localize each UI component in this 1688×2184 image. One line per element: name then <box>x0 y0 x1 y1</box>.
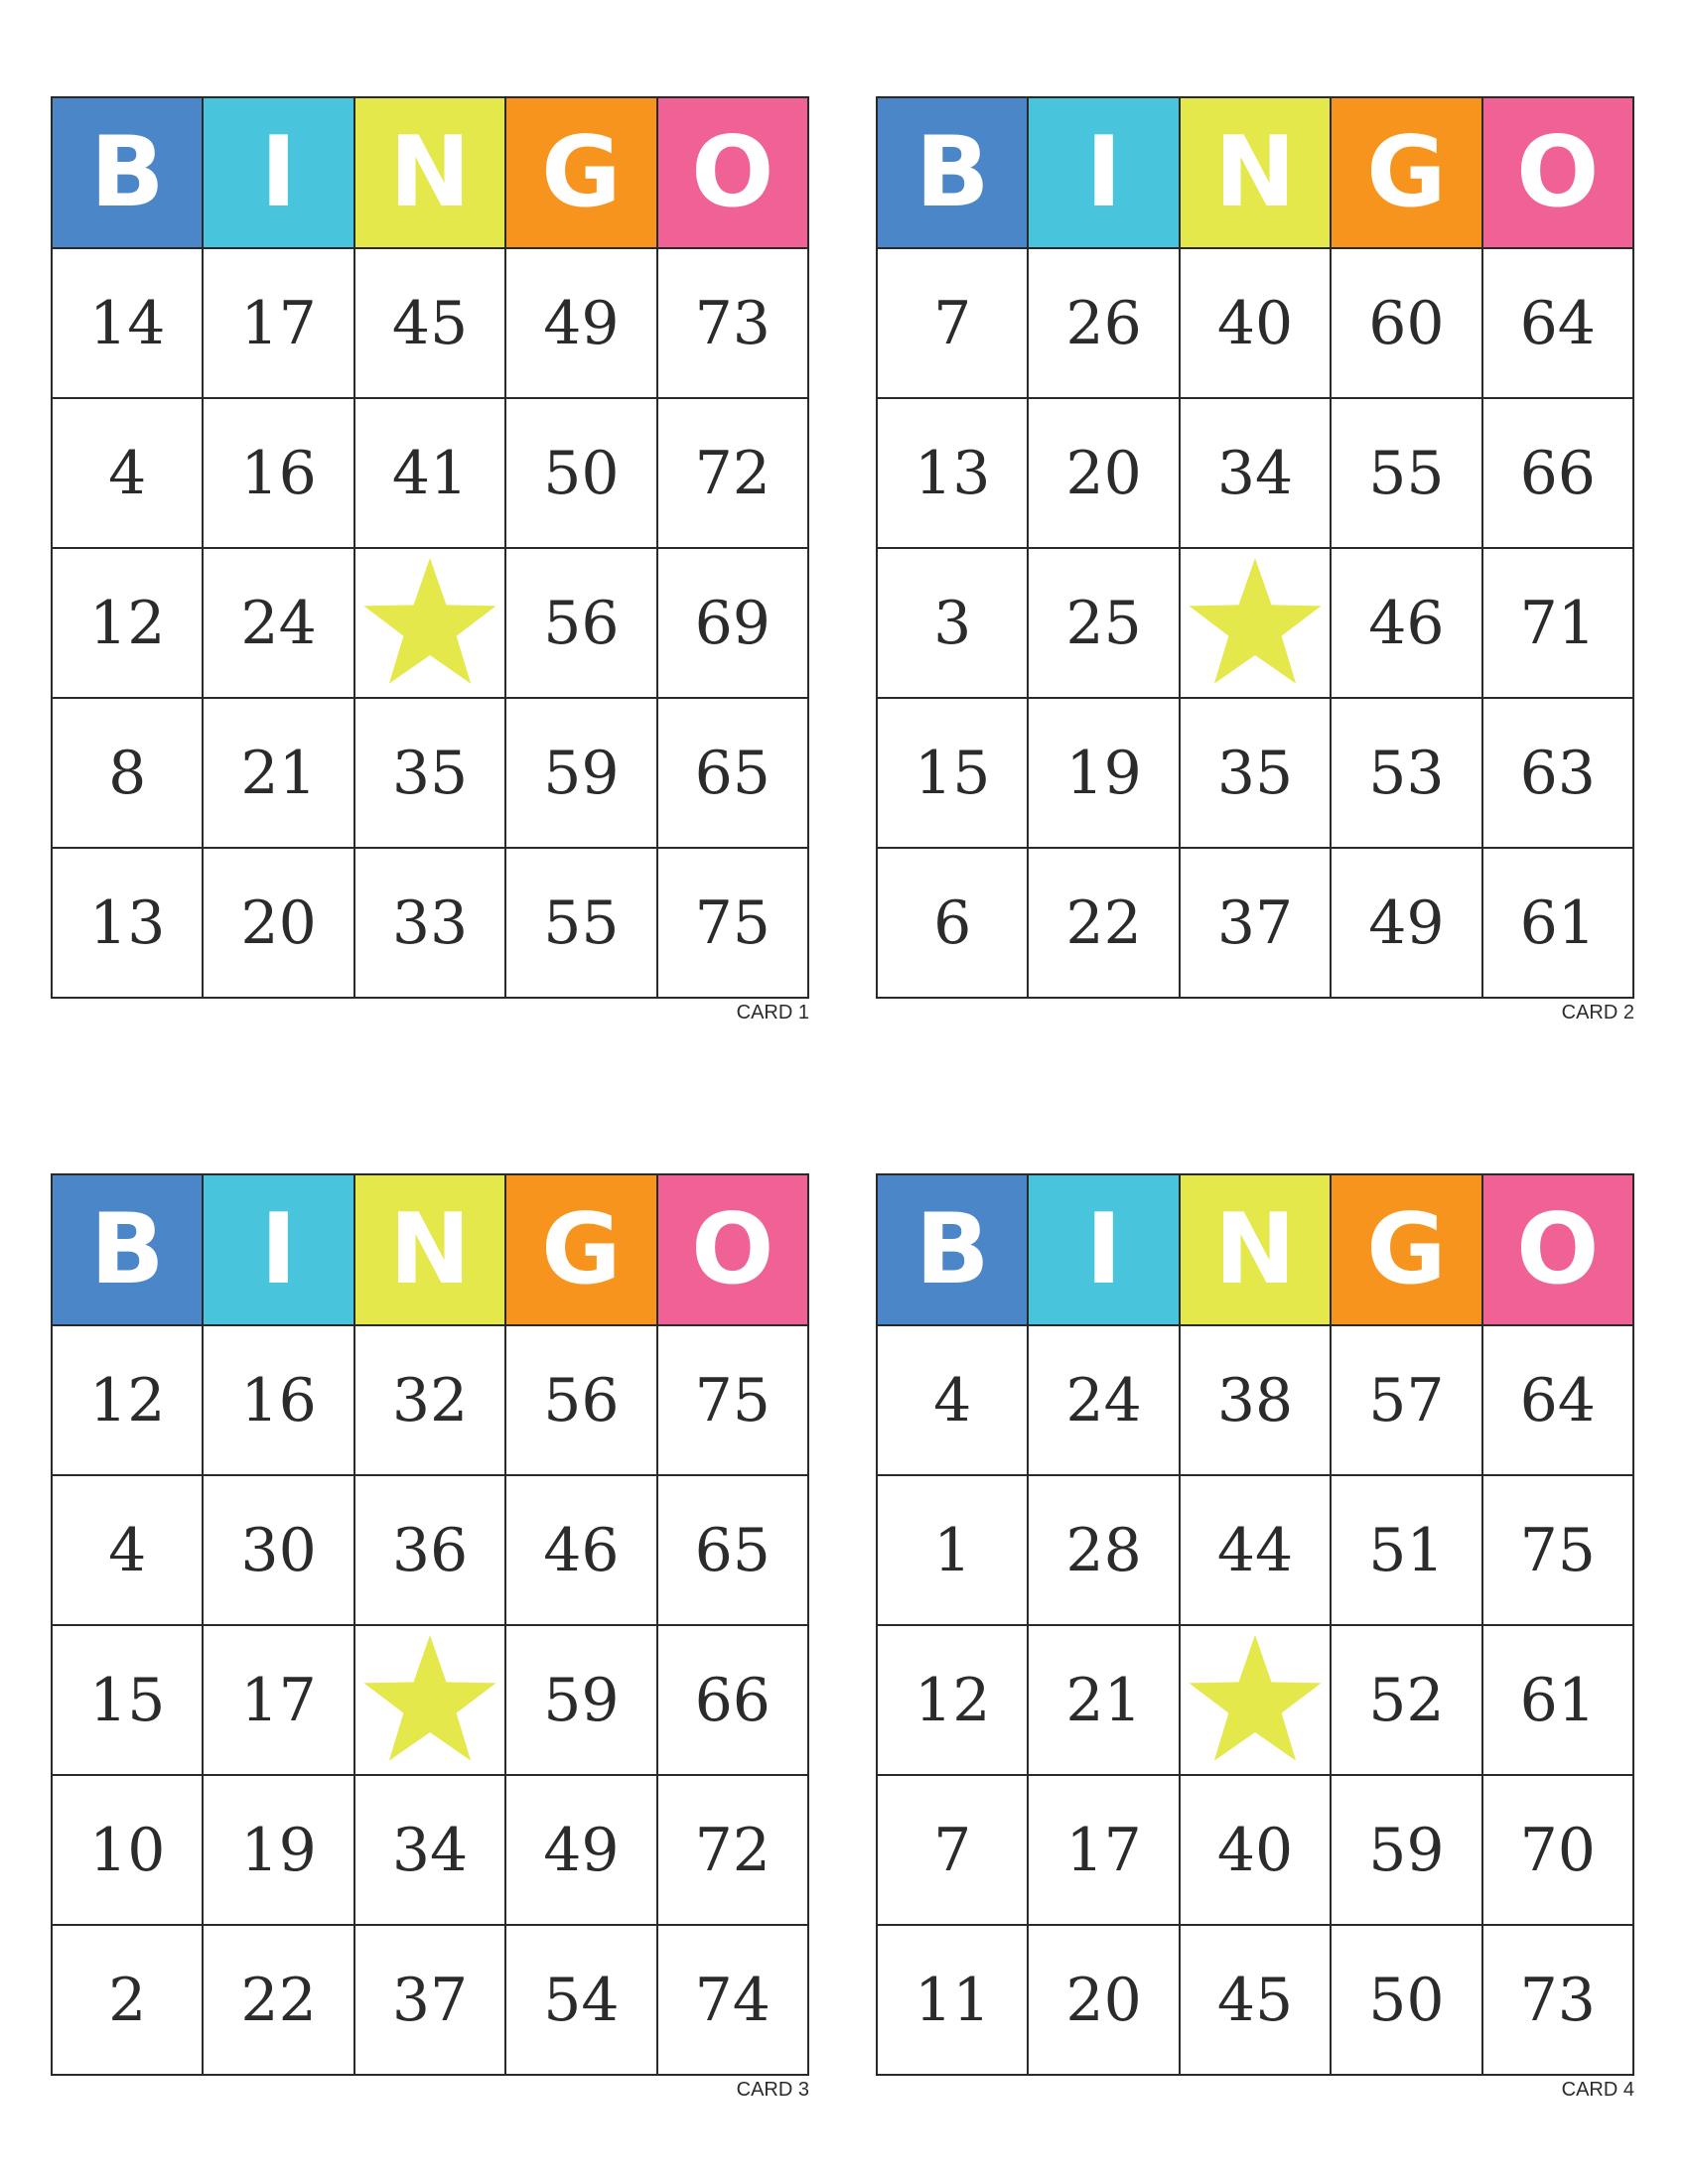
number-cell: 30 <box>204 1476 354 1626</box>
card-label: CARD 3 <box>736 2079 809 2101</box>
number-cell: 4 <box>878 1326 1029 1476</box>
number-cell: 66 <box>658 1626 809 1776</box>
number-cell: 51 <box>1332 1476 1482 1626</box>
number-cell: 12 <box>53 1326 204 1476</box>
number-cell: 52 <box>1332 1626 1482 1776</box>
number-cell: 38 <box>1181 1326 1332 1476</box>
number-cell: 2 <box>53 1926 204 2076</box>
header-letter-n: N <box>355 98 506 249</box>
number-cell: 73 <box>1483 1926 1634 2076</box>
number-cell: 56 <box>506 1326 657 1476</box>
number-cell: 44 <box>1181 1476 1332 1626</box>
header-letter-i: I <box>204 98 354 249</box>
header-letter-b: B <box>878 1175 1029 1326</box>
header-letter-g: G <box>506 98 657 249</box>
number-cell: 59 <box>506 699 657 849</box>
number-cell: 41 <box>355 399 506 549</box>
number-cell: 17 <box>204 249 354 399</box>
header-letter-n: N <box>355 1175 506 1326</box>
number-cell: 35 <box>355 699 506 849</box>
number-cell: 74 <box>658 1926 809 2076</box>
number-cell: 45 <box>355 249 506 399</box>
number-cell: 22 <box>1029 849 1180 999</box>
card-label: CARD 4 <box>1561 2079 1634 2101</box>
header-letter-g: G <box>1332 1175 1482 1326</box>
number-cell: 59 <box>1332 1776 1482 1926</box>
number-cell: 20 <box>1029 399 1180 549</box>
card-label: CARD 2 <box>1561 1002 1634 1024</box>
bingo-grid <box>51 96 809 999</box>
number-cell: 14 <box>53 249 204 399</box>
number-cell: 59 <box>506 1626 657 1776</box>
number-cell: 10 <box>53 1776 204 1926</box>
number-cell: 21 <box>1029 1626 1180 1776</box>
header-letter-b: B <box>53 1175 204 1326</box>
number-cell: 75 <box>1483 1476 1634 1626</box>
star-icon <box>1186 554 1325 693</box>
number-cell: 49 <box>506 1776 657 1926</box>
number-cell: 61 <box>1483 1626 1634 1776</box>
free-space-cell <box>355 549 506 699</box>
number-cell: 17 <box>1029 1776 1180 1926</box>
number-cell: 21 <box>204 699 354 849</box>
number-cell: 71 <box>1483 549 1634 699</box>
number-cell: 35 <box>1181 699 1332 849</box>
header-letter-i: I <box>1029 1175 1180 1326</box>
header-letter-g: G <box>506 1175 657 1326</box>
number-cell: 17 <box>204 1626 354 1776</box>
header-letter-o: O <box>658 98 809 249</box>
number-cell: 72 <box>658 399 809 549</box>
number-cell: 20 <box>1029 1926 1180 2076</box>
number-cell: 32 <box>355 1326 506 1476</box>
header-letter-o: O <box>658 1175 809 1326</box>
number-cell: 37 <box>1181 849 1332 999</box>
number-cell: 7 <box>878 1776 1029 1926</box>
bingo-card <box>876 96 1634 1024</box>
header-letter-n: N <box>1181 1175 1332 1326</box>
number-cell: 54 <box>506 1926 657 2076</box>
free-space-cell <box>1181 1626 1332 1776</box>
number-cell: 49 <box>506 249 657 399</box>
number-cell: 53 <box>1332 699 1482 849</box>
number-cell: 24 <box>1029 1326 1180 1476</box>
number-cell: 4 <box>53 1476 204 1626</box>
number-cell: 33 <box>355 849 506 999</box>
card-label: CARD 1 <box>736 1002 809 1024</box>
header-letter-n: N <box>1181 98 1332 249</box>
number-cell: 46 <box>506 1476 657 1626</box>
number-cell: 70 <box>1483 1776 1634 1926</box>
number-cell: 40 <box>1181 1776 1332 1926</box>
number-cell: 55 <box>1332 399 1482 549</box>
header-letter-o: O <box>1483 98 1634 249</box>
number-cell: 64 <box>1483 1326 1634 1476</box>
free-space-cell <box>355 1626 506 1776</box>
number-cell: 69 <box>658 549 809 699</box>
number-cell: 22 <box>204 1926 354 2076</box>
header-letter-i: I <box>1029 98 1180 249</box>
number-cell: 50 <box>506 399 657 549</box>
number-cell: 12 <box>878 1626 1029 1776</box>
number-cell: 20 <box>204 849 354 999</box>
number-cell: 25 <box>1029 549 1180 699</box>
number-cell: 75 <box>658 849 809 999</box>
number-cell: 7 <box>878 249 1029 399</box>
star-icon <box>360 1631 499 1770</box>
number-cell: 73 <box>658 249 809 399</box>
number-cell: 75 <box>658 1326 809 1476</box>
number-cell: 40 <box>1181 249 1332 399</box>
header-letter-b: B <box>53 98 204 249</box>
number-cell: 19 <box>204 1776 354 1926</box>
number-cell: 11 <box>878 1926 1029 2076</box>
number-cell: 61 <box>1483 849 1634 999</box>
bingo-card <box>51 1173 809 2102</box>
number-cell: 65 <box>658 1476 809 1626</box>
number-cell: 16 <box>204 1326 354 1476</box>
number-cell: 24 <box>204 549 354 699</box>
bingo-grid <box>876 96 1634 999</box>
number-cell: 57 <box>1332 1326 1482 1476</box>
number-cell: 34 <box>355 1776 506 1926</box>
number-cell: 26 <box>1029 249 1180 399</box>
header-letter-b: B <box>878 98 1029 249</box>
number-cell: 6 <box>878 849 1029 999</box>
number-cell: 55 <box>506 849 657 999</box>
number-cell: 16 <box>204 399 354 549</box>
number-cell: 4 <box>53 399 204 549</box>
number-cell: 50 <box>1332 1926 1482 2076</box>
number-cell: 15 <box>878 699 1029 849</box>
number-cell: 72 <box>658 1776 809 1926</box>
number-cell: 63 <box>1483 699 1634 849</box>
number-cell: 60 <box>1332 249 1482 399</box>
header-letter-o: O <box>1483 1175 1634 1326</box>
number-cell: 15 <box>53 1626 204 1776</box>
number-cell: 13 <box>878 399 1029 549</box>
number-cell: 8 <box>53 699 204 849</box>
header-letter-i: I <box>204 1175 354 1326</box>
number-cell: 56 <box>506 549 657 699</box>
number-cell: 1 <box>878 1476 1029 1626</box>
number-cell: 66 <box>1483 399 1634 549</box>
number-cell: 37 <box>355 1926 506 2076</box>
header-letter-g: G <box>1332 98 1482 249</box>
bingo-card <box>876 1173 1634 2102</box>
free-space-cell <box>1181 549 1332 699</box>
star-icon <box>1186 1631 1325 1770</box>
number-cell: 45 <box>1181 1926 1332 2076</box>
number-cell: 3 <box>878 549 1029 699</box>
number-cell: 49 <box>1332 849 1482 999</box>
number-cell: 28 <box>1029 1476 1180 1626</box>
number-cell: 36 <box>355 1476 506 1626</box>
bingo-grid <box>876 1173 1634 2076</box>
bingo-card <box>51 96 809 1024</box>
number-cell: 46 <box>1332 549 1482 699</box>
number-cell: 34 <box>1181 399 1332 549</box>
bingo-grid <box>51 1173 809 2076</box>
number-cell: 65 <box>658 699 809 849</box>
number-cell: 13 <box>53 849 204 999</box>
number-cell: 64 <box>1483 249 1634 399</box>
number-cell: 19 <box>1029 699 1180 849</box>
star-icon <box>360 554 499 693</box>
number-cell: 12 <box>53 549 204 699</box>
